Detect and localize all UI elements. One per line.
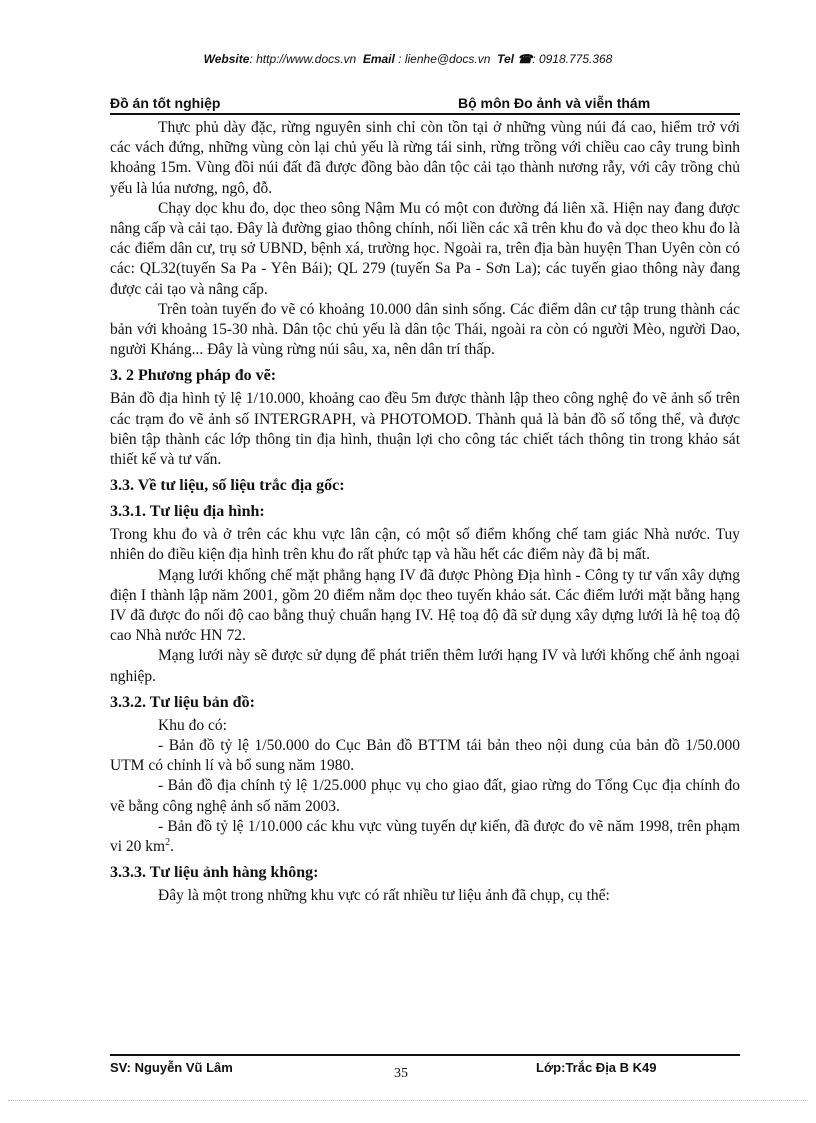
page-header xyxy=(110,95,740,113)
paragraph-survey-area: Khu đo có: xyxy=(158,716,227,734)
heading-3-3-2: 3.3.2. Tư liệu bản đồ: xyxy=(110,693,255,711)
paragraph-network: Mạng lưới khống chế mặt phẳng hạng IV đã được Phòng Địa hình - Công ty tư vấn xây dựng điện I thành lập năm 2001, gồm 20 điểm nằm dọc theo tuyến khảo sát. Các điểm lưới mặt bằng hạng IV đã được đo nối độ cao bằng thuỷ chuẩn hạng IV. Hệ toạ độ đã sử dụng xây dựng lưới là hệ toạ độ cao Nhà nước HN 72. xyxy=(110,566,740,645)
footer-class: Lớp:Trắc Địa B K49 xyxy=(536,1060,657,1075)
footer-divider xyxy=(110,1054,740,1056)
page-edge-divider xyxy=(8,1100,808,1101)
list-item-map-50000: - Bản đồ tỷ lệ 1/50.000 do Cục Bản đồ BTTM tái bản theo nội dung của bản đồ 1/50.000 UTM có chỉnh lí và bổ sung năm 1980. xyxy=(110,737,740,775)
list-item-map-10000: - Bản đồ tỷ lệ 1/10.000 các khu vực vùng tuyến dự kiến, đã được đo vẽ năm 1998, trên phạm vi 20 $km^2$. xyxy=(110,817,740,856)
page-footer xyxy=(110,1060,740,1080)
paragraph-population: Trên toàn tuyến đo vẽ có khoảng 10.000 dân sinh sống. Các điểm dân cư tập trung thành các bản với khoảng 15-30 nhà. Dân tộc chủ yếu là dân tộc Thái, ngoài ra còn có người Mèo, người Dao, người Kháng... Đây là vùng rừng núi sâu, xa, nên dân trí thấp. xyxy=(110,300,740,359)
paragraph-aerial-photos: Đây là một trong những khu vực có rất nhiều tư liệu ảnh đã chụp, cụ thể: xyxy=(158,887,610,905)
email-address[interactable]: : lienhe@docs.vn xyxy=(394,52,491,66)
paragraph-control-points: Trong khu đo và ở trên các khu vực lân cận, có một số điểm khống chế tam giác Nhà nước. Tuy nhiên do điều kiện địa hình trên khu đo rất phức tạp và hầu hết các điểm này đã bị mất. xyxy=(110,526,740,564)
tel-number: : 0918.775.368 xyxy=(532,52,613,66)
paragraph-vegetation: Thực phủ dày đặc, rừng nguyên sinh chỉ còn tồn tại ở những vùng núi đá cao, hiểm trở với các vách đứng, những vùng còn lại chủ yếu là rừng tái sinh, rừng trồng với chiều cao cây trung bình khoảng 15m. Vùng đồi núi đất đã được đồng bào dân tộc cải tạo thành nương rẫy, với cây trồng chủ yếu là lúa nương, ngô, đỗ. xyxy=(110,119,740,197)
website-url[interactable]: : http://www.docs.vn xyxy=(249,52,357,66)
paragraph-method: Bản đồ địa hình tỷ lệ 1/10.000, khoảng cao đều 5m được thành lập theo công nghệ đo vẽ ảnh số trên các trạm đo vẽ ảnh số INTERGRAPH, và PHOTOMOD. Thành quả là bản đồ số tổng thể, và được biên tập thành các lớp thông tin địa hình, thuận lợi cho công tác chiết tách thông tin trong khảo sát thiết kế và tư vấn. xyxy=(110,390,740,469)
heading-3-3: 3.3. Về tư liệu, số liệu trắc địa gốc: xyxy=(110,477,345,495)
heading-3-2: 3. 2 Phương pháp đo vẽ: xyxy=(110,367,277,385)
header-thesis-title: Đồ án tốt nghiệp xyxy=(110,95,221,111)
footer-student: SV: Nguyễn Vũ Lâm xyxy=(110,1060,233,1075)
heading-3-3-3: 3.3.3. Tư liệu ảnh hàng không: xyxy=(110,864,319,882)
list-item-map-25000: - Bản đồ địa chính tỷ lệ 1/25.000 phục vụ cho giao đất, giao rừng do Tổng Cục địa chính đo vẽ bằng công nghệ ảnh số năm 2003. xyxy=(110,777,740,815)
header-department: Bộ môn Đo ảnh và viễn thám xyxy=(458,95,651,111)
heading-3-3-1: 3.3.1. Tư liệu địa hình: xyxy=(110,503,265,521)
document-body xyxy=(110,118,740,907)
tel-label: Tel ☎ xyxy=(497,52,533,66)
email-label: Email xyxy=(362,52,395,66)
website-label: Website xyxy=(203,52,250,66)
page-number: 35 xyxy=(394,1066,408,1081)
website-banner xyxy=(0,52,816,66)
paragraph-roads: Chạy dọc khu đo, dọc theo sông Nậm Mu có một con đường đá liên xã. Hiện nay đang được nâng cấp và cải tạo. Đây là đường giao thông chính, nối liền các xã trên khu đo và dọc theo khu đo là các điểm dân cư, trụ sở UBND, bệnh xá, trường học. Ngoài ra, trên địa bàn huyện Than Uyên còn có các: QL32(tuyến Sa Pa - Yên Bái); QL 279 (tuyến Sa Pa - Sơn La); các tuyến giao thông này đang được cải tạo và nâng cấp. xyxy=(110,199,740,298)
header-divider xyxy=(110,113,740,115)
paragraph-network-use: Mạng lưới này sẽ được sử dụng để phát triển thêm lưới hạng IV và lưới khống chế ảnh ngoại nghiệp. xyxy=(110,647,740,685)
